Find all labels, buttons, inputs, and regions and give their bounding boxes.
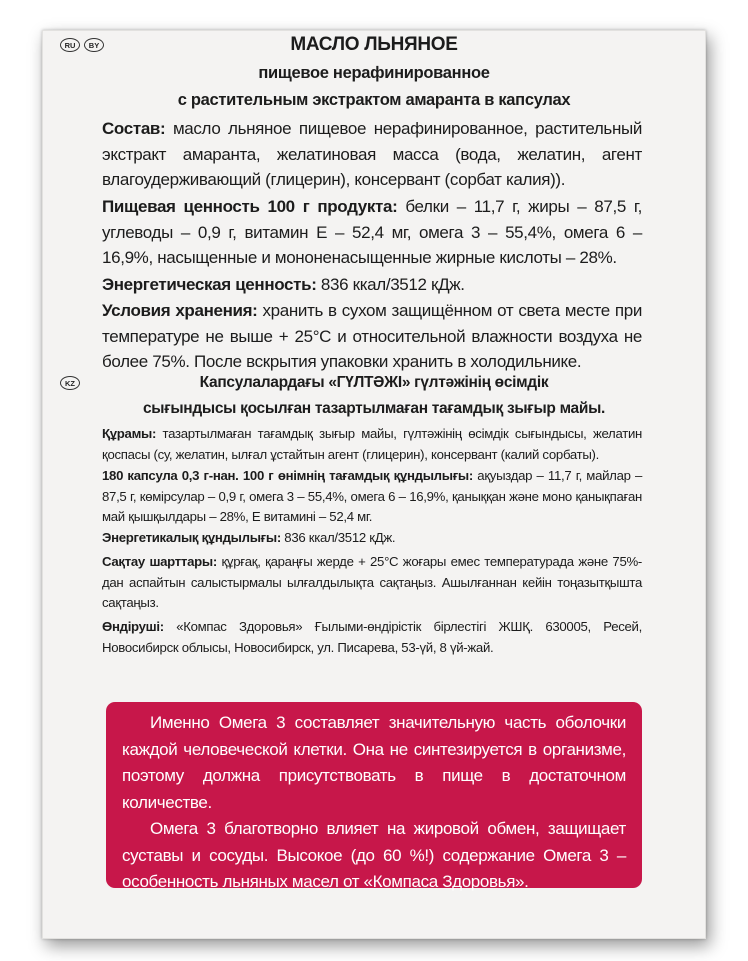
ru-nutrition-label: Пищевая ценность 100 г продукта: — [102, 197, 398, 216]
ru-nutrition-text: белки – 11,7 г, жиры – 87,5 г, углеводы – 0,9 г, витамин Е – 52,4 мг, омега 3 – 55,4%, омега 6 – 16,9%, насыщенные и мононенасыщенные жирные кислоты – 28%. — [102, 197, 642, 267]
ru-nutrition — [102, 194, 642, 271]
kz-title-1: Капсулалардағы «ГҮЛТӘЖІ» гүлтәжінің өсімдік — [199, 374, 549, 391]
kz-storage-label: Сақтау шарттары: — [102, 554, 217, 569]
promo-paragraph-1: Именно Омега 3 составляет значительную часть оболочки каждой человеческой клетки. Она не синтезируется в организме, поэтому должна присутствовать в пище в достаточном количестве. — [122, 713, 626, 812]
kz-manufacturer-text: «Компас Здоровья» Ғылыми-өндірістік бірлестігі ЖШҚ. 630005, Ресей, Новосибирск облысы, Новосибирск, ул. Писарева, 53-үй, 8 үй-жай. — [102, 619, 642, 655]
kz-composition — [102, 424, 642, 465]
ru-energy-label: Энергетическая ценность: — [102, 275, 317, 294]
kz-badge: KZ — [60, 376, 80, 390]
kz-manufacturer-label: Өндіруші: — [102, 619, 164, 634]
kz-storage-text: құрғақ, қараңғы жерде + 25°С жоғары емес температурада және 75%-дан аспайтын салыстырмалы ылғалдылықта сақтаңыз. Ашылғаннан кейін тоңазытқышта сақтаңыз. — [102, 554, 643, 610]
kz-title-2: сығындысы қосылған тазартылмаған тағамдық зығыр майы. — [142, 400, 606, 417]
kz-nutrition-label: 180 капсула 0,3 г-нан. 100 г өнімнің тағамдық құндылығы: — [102, 468, 473, 483]
by-badge: BY — [84, 38, 104, 52]
kz-nutrition — [102, 466, 642, 528]
product-subtitle-2: с растительным экстрактом амаранта в капсулах — [177, 91, 571, 109]
ru-storage-text: хранить в сухом защищённом от света месте при температуре не выше + 25°С и относительной влажности воздуха не более 75%. После вскрытия упаковки хранить в холодильнике. — [102, 301, 642, 371]
kz-energy-text: 836 ккал/3512 кДж. — [280, 530, 396, 545]
ru-storage-label: Условия хранения: — [102, 301, 258, 320]
ru-composition-text: масло льняное пищевое нерафинированное, растительный экстракт амаранта, желатиновая масса (вода, желатин, агент влагоудерживающий (глицерин), консервант (сорбат калия)). — [102, 119, 642, 189]
ru-energy — [102, 272, 642, 298]
kz-composition-label: Құрамы: — [102, 426, 157, 441]
ru-composition-label: Состав: — [102, 119, 166, 138]
kz-energy — [102, 528, 642, 549]
kz-energy-label: Энергетикалық құндылығы: — [102, 530, 281, 545]
product-subtitle-1: пищевое нерафинированное — [258, 64, 490, 82]
kz-nutrition-text: ақуыздар – 11,7 г, майлар – 87,5 г, көмірсулар – 0,9 г, омега 3 – 55,4%, омега 6 – 16,9%, қаныққан және моно қанықпаған май қышқылдары – 28%, Е витамині – 52,4 мг. — [102, 468, 642, 524]
omega-promo-box — [106, 702, 642, 891]
ru-energy-text: 836 ккал/3512 кДж. — [316, 275, 465, 294]
ru-storage — [102, 298, 642, 375]
kz-manufacturer — [102, 617, 642, 658]
ru-badge: RU — [60, 38, 80, 52]
kz-storage — [102, 552, 642, 614]
kz-composition-text: тазартылмаған тағамдық зығыр майы, гүлтәжінің өсімдік сығындысы, желатин қоспасы (су, желатин, ылғал ұстайтын агент (глицерин), консервант (калий сорбаты). — [102, 426, 642, 462]
ru-composition — [102, 116, 642, 193]
product-title: МАСЛО ЛЬНЯНОЕ — [290, 34, 458, 55]
promo-paragraph-2: Омега 3 благотворно влияет на жировой обмен, защищает суставы и сосуды. Высокое (до 60 %!) содержание Омега 3 – особенность льняных масел от «Компаса Здоровья». — [122, 819, 626, 891]
